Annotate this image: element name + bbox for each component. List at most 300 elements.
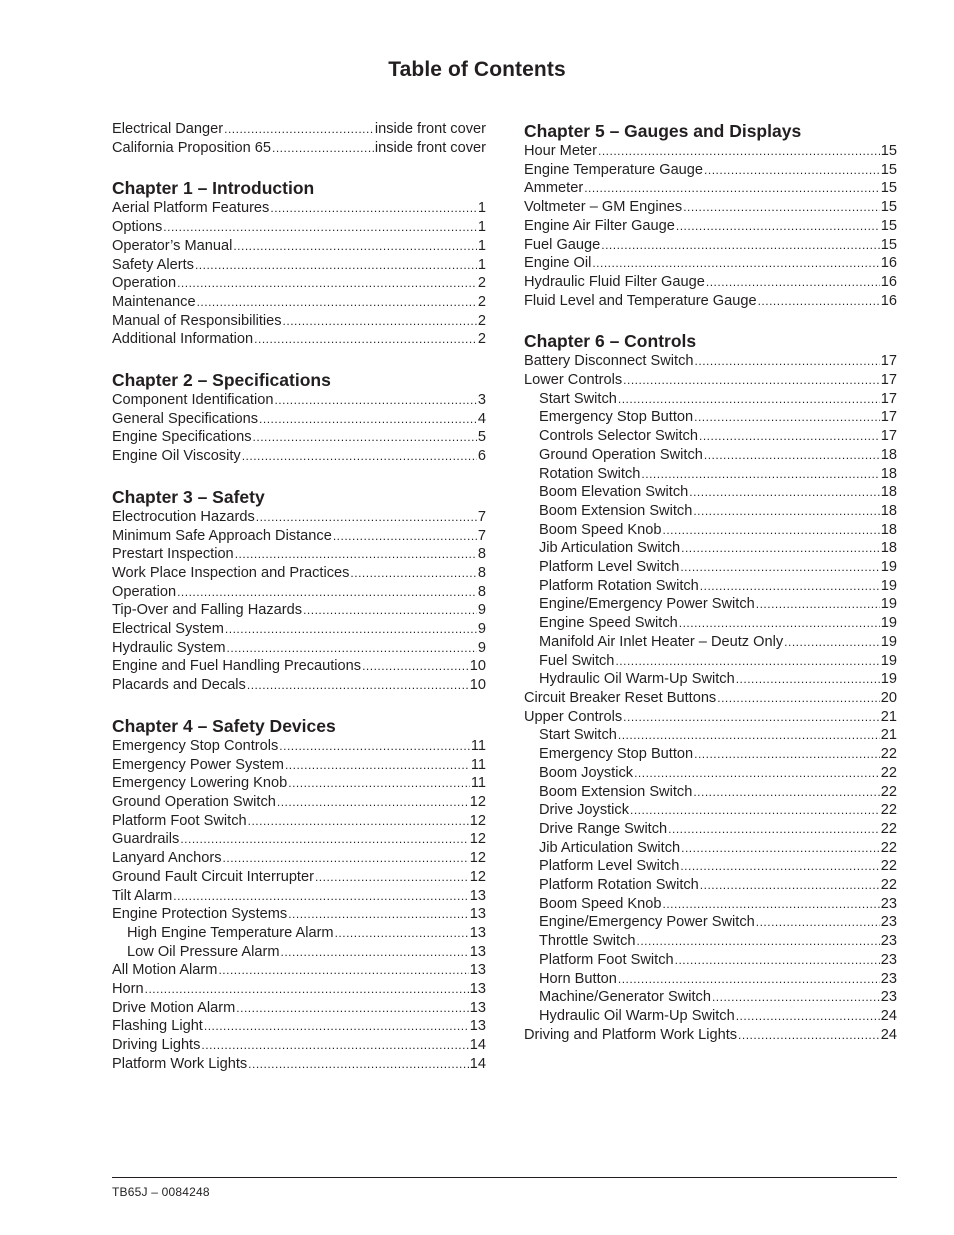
dot-leader [681, 839, 880, 858]
toc-page-number: 23 [880, 914, 897, 931]
dot-leader [233, 237, 477, 256]
toc-page-number: 12 [469, 812, 486, 829]
toc-page-number: 2 [477, 312, 486, 329]
toc-entry-work-place-inspection-and-practices[interactable] [112, 564, 486, 583]
dot-leader [288, 774, 470, 793]
toc-page-number: 1 [477, 200, 486, 217]
toc-entry-operation[interactable] [112, 274, 486, 293]
toc-entry-title: Additional Information [112, 331, 254, 348]
chapter-heading: Chapter 4 – Safety Devices [112, 715, 336, 736]
toc-entry-hydraulic-oil-warm-up-switch[interactable] [524, 670, 897, 689]
toc-entry-tip-over-and-falling-hazards[interactable] [112, 601, 486, 620]
toc-page-number: 12 [469, 831, 486, 848]
toc-page-number: 8 [477, 583, 486, 600]
dot-leader [195, 256, 477, 275]
toc-entry-title: Boom Joystick [539, 764, 634, 781]
dot-leader [668, 820, 880, 839]
toc-entry-boom-joystick[interactable] [524, 764, 897, 783]
dot-leader [601, 236, 880, 255]
toc-entry-title: Drive Motion Alarm [112, 999, 236, 1016]
dot-leader [236, 999, 468, 1018]
toc-entry-title: Hydraulic Oil Warm-Up Switch [539, 1007, 735, 1024]
toc-entry-voltmeter-gm-engines[interactable] [524, 198, 897, 217]
toc-page-number: 2 [477, 293, 486, 310]
toc-entry-driving-lights[interactable] [112, 1036, 486, 1055]
toc-entry-title: Lower Controls [524, 372, 623, 389]
toc-entry-title: Emergency Lowering Knob [112, 775, 288, 792]
dot-leader [695, 352, 880, 371]
toc-page-number: 1 [477, 237, 486, 254]
toc-page-number: 10 [469, 658, 486, 675]
dot-leader [756, 595, 880, 614]
toc-entry-title: Emergency Stop Controls [112, 737, 279, 754]
dot-leader [235, 545, 477, 564]
toc-entry-engine-speed-switch[interactable] [524, 614, 897, 633]
dot-leader [756, 913, 880, 932]
toc-entry-title: Horn Button [539, 970, 617, 987]
toc-entry-tilt-alarm[interactable] [112, 887, 486, 906]
dot-leader [681, 539, 880, 558]
dot-leader [663, 895, 880, 914]
toc-page-number: 11 [470, 737, 486, 754]
toc-page-number: 15 [880, 143, 897, 159]
toc-entry-platform-level-switch[interactable] [524, 558, 897, 577]
toc-entry-title: Engine Air Filter Gauge [524, 217, 675, 234]
toc-page-number: 23 [880, 951, 897, 968]
toc-entry-title: Placards and Decals [112, 677, 246, 694]
toc-entry-title: Hydraulic System [112, 639, 226, 656]
toc-entry-title: Hydraulic Fluid Filter Gauge [524, 273, 705, 290]
toc-entry-emergency-stop-button[interactable] [524, 745, 897, 764]
toc-entry-component-identification[interactable] [112, 391, 486, 410]
toc-page-number: 8 [477, 546, 486, 563]
dot-leader [623, 708, 880, 727]
toc-entry-title: Operation [112, 583, 177, 600]
toc-entry-title: Platform Work Lights [112, 1055, 248, 1072]
toc-entry-all-motion-alarm[interactable] [112, 961, 486, 980]
toc-entry-drive-motion-alarm[interactable] [112, 999, 486, 1018]
toc-entry-prestart-inspection[interactable] [112, 545, 486, 564]
toc-entry-jib-articulation-switch[interactable] [524, 839, 897, 858]
toc-entry-title: Engine Temperature Gauge [524, 161, 704, 178]
toc-entry-engine-specifications[interactable] [112, 428, 486, 447]
toc-entry-title: Fuel Switch [539, 652, 615, 669]
toc-entry-boom-extension-switch[interactable] [524, 502, 897, 521]
toc-entry-hour-meter[interactable] [524, 142, 897, 161]
toc-page-number: 9 [477, 639, 486, 656]
toc-entry-additional-information[interactable] [112, 330, 486, 349]
toc-page-number: 13 [469, 924, 486, 941]
toc-page-number: 21 [880, 727, 897, 744]
toc-page-number: 15 [880, 161, 897, 178]
toc-entry-title: Emergency Stop Button [539, 746, 694, 763]
toc-entry-boom-extension-switch[interactable] [524, 783, 897, 802]
toc-page-number: 22 [880, 746, 897, 763]
dot-leader [680, 857, 879, 876]
dot-leader [163, 218, 477, 237]
dot-leader [218, 961, 468, 980]
toc-entry-title: Operation [112, 275, 177, 292]
toc-page-number: 19 [880, 652, 897, 669]
toc-entry-hydraulic-system[interactable] [112, 639, 486, 658]
toc-entry-title: General Specifications [112, 410, 259, 427]
toc-page-number: 16 [880, 292, 897, 309]
dot-leader [248, 1055, 469, 1074]
dot-leader [285, 756, 470, 775]
dot-leader [254, 330, 477, 349]
toc-entry-battery-disconnect-switch[interactable] [524, 352, 897, 371]
toc-entry-throttle-switch[interactable] [524, 932, 897, 951]
chapter-heading: Chapter 6 – Controls [524, 331, 697, 352]
toc-entry-title: Fluid Level and Temperature Gauge [524, 292, 757, 309]
toc-entry-title: Rotation Switch [539, 465, 641, 482]
toc-entry-title: Low Oil Pressure Alarm [127, 943, 280, 960]
toc-entry-title: Work Place Inspection and Practices [112, 564, 350, 581]
toc-page-number: 9 [477, 602, 486, 619]
dot-leader [663, 521, 880, 540]
toc-section [112, 487, 486, 695]
toc-page-number: 13 [469, 962, 486, 979]
toc-entry-title: Options [112, 219, 163, 236]
toc-entry-engine-oil[interactable] [524, 254, 897, 273]
toc-page-number: 3 [477, 392, 486, 409]
dot-leader [592, 254, 879, 273]
toc-section [112, 120, 486, 157]
toc-entry-title: Drive Range Switch [539, 820, 668, 837]
dot-leader [283, 312, 477, 331]
toc-section [112, 178, 486, 349]
toc-entry-boom-elevation-switch[interactable] [524, 483, 897, 502]
toc-entry-title: Emergency Stop Button [539, 409, 694, 426]
toc-entry-placards-and-decals[interactable] [112, 676, 486, 695]
dot-leader [315, 868, 469, 887]
toc-entry-operator-s-manual[interactable] [112, 237, 486, 256]
toc-entry-ammeter[interactable] [524, 179, 897, 198]
toc-entry-title: Voltmeter – GM Engines [524, 199, 683, 216]
toc-entry-driving-and-platform-work-lights[interactable] [524, 1026, 897, 1045]
dot-leader [704, 161, 880, 180]
toc-entry-title: Engine Oil Viscosity [112, 448, 241, 465]
toc-entry-flashing-light[interactable] [112, 1017, 486, 1036]
toc-section [524, 331, 897, 1044]
toc-entry-title: Boom Extension Switch [539, 502, 693, 519]
dot-leader [303, 601, 477, 620]
dot-leader [598, 142, 880, 161]
toc-entry-boom-speed-knob[interactable] [524, 521, 897, 540]
toc-page-number: 19 [880, 671, 897, 688]
page-title: Table of Contents [388, 58, 566, 81]
toc-entry-options[interactable] [112, 218, 486, 237]
toc-entry-platform-rotation-switch[interactable] [524, 876, 897, 895]
toc-entry-emergency-stop-controls[interactable] [112, 737, 486, 756]
toc-entry-boom-speed-knob[interactable] [524, 895, 897, 914]
toc-page-number: 15 [880, 236, 897, 253]
toc-page-number: 20 [880, 689, 897, 706]
toc-entry-lanyard-anchors[interactable] [112, 849, 486, 868]
dot-leader [145, 980, 469, 999]
toc-entry-fuel-switch[interactable] [524, 652, 897, 671]
toc-entry-title: Hour Meter [524, 143, 597, 159]
dot-leader [259, 410, 477, 429]
dot-leader [784, 633, 880, 652]
toc-entry-title: Electrocution Hazards [112, 508, 255, 525]
dot-leader [274, 391, 476, 410]
toc-page-number: 10 [469, 677, 486, 694]
toc-entry-title: Start Switch [539, 390, 617, 407]
toc-entry-title: Tilt Alarm [112, 887, 173, 904]
toc-left-column [112, 120, 486, 1095]
toc-entry-engine-air-filter-gauge[interactable] [524, 217, 897, 236]
dot-leader [689, 483, 880, 502]
dot-leader [280, 943, 468, 962]
dot-leader [693, 783, 879, 802]
toc-entry-electrical-danger[interactable] [112, 120, 486, 139]
toc-entry-emergency-power-system[interactable] [112, 756, 486, 775]
toc-page-number: 15 [880, 199, 897, 216]
toc-entry-platform-work-lights[interactable] [112, 1055, 486, 1074]
dot-leader [272, 139, 374, 158]
toc-page-number: 19 [880, 596, 897, 613]
toc-page-number: 22 [880, 764, 897, 781]
toc-entry-horn[interactable] [112, 980, 486, 999]
toc-entry-title: Boom Speed Knob [539, 895, 662, 912]
toc-entry-title: Drive Joystick [539, 802, 630, 819]
toc-entry-title: Engine/Emergency Power Switch [539, 596, 755, 613]
toc-entry-title: Platform Level Switch [539, 858, 680, 875]
toc-entry-title: Manifold Air Inlet Heater – Deutz Only [539, 633, 784, 650]
dot-leader [676, 217, 880, 236]
toc-entry-electrical-system[interactable] [112, 620, 486, 639]
toc-section [524, 121, 897, 310]
toc-entry-ground-operation-switch[interactable] [112, 793, 486, 812]
toc-page-number: 22 [880, 820, 897, 837]
toc-entry-title: Boom Speed Knob [539, 521, 662, 538]
dot-leader [634, 764, 880, 783]
dot-leader [204, 1017, 469, 1036]
toc-page-number: 14 [469, 1037, 486, 1054]
toc-page-number: 15 [880, 180, 897, 197]
toc-entry-electrocution-hazards[interactable] [112, 508, 486, 527]
toc-page-number: 17 [880, 390, 897, 407]
dot-leader [693, 502, 879, 521]
toc-entry-title: Platform Rotation Switch [539, 877, 699, 894]
dot-leader [584, 179, 880, 198]
toc-entry-guardrails[interactable] [112, 830, 486, 849]
dot-leader [623, 371, 880, 390]
chapter-heading: Chapter 3 – Safety [112, 486, 265, 507]
toc-entry-title: All Motion Alarm [112, 962, 218, 979]
toc-page-number: 14 [469, 1055, 486, 1072]
toc-entry-engine-emergency-power-switch[interactable] [524, 595, 897, 614]
toc-page-number: 13 [469, 1018, 486, 1035]
toc-entry-controls-selector-switch[interactable] [524, 427, 897, 446]
toc-page-number: 13 [469, 981, 486, 998]
toc-entry-title: Fuel Gauge [524, 236, 601, 253]
toc-entry-manifold-air-inlet-heater-deutz-only[interactable] [524, 633, 897, 652]
toc-entry-title: Machine/Generator Switch [539, 989, 711, 1006]
toc-page-number: 4 [477, 410, 486, 427]
toc-page-number: 1 [477, 219, 486, 236]
dot-leader [736, 670, 880, 689]
toc-entry-fuel-gauge[interactable] [524, 236, 897, 255]
dot-leader [637, 932, 880, 951]
toc-entry-title: Driving Lights [112, 1037, 201, 1054]
toc-entry-title: Boom Extension Switch [539, 783, 693, 800]
dot-leader [736, 1007, 880, 1026]
toc-entry-horn-button[interactable] [524, 970, 897, 989]
toc-entry-title: Prestart Inspection [112, 546, 234, 563]
dot-leader [706, 273, 880, 292]
toc-page-number: 19 [880, 633, 897, 650]
toc-entry-rotation-switch[interactable] [524, 465, 897, 484]
toc-entry-hydraulic-fluid-filter-gauge[interactable] [524, 273, 897, 292]
dot-leader [177, 274, 477, 293]
toc-page-number: 2 [477, 275, 486, 292]
toc-page-number: 23 [880, 933, 897, 950]
toc-entry-start-switch[interactable] [524, 390, 897, 409]
toc-entry-ground-fault-circuit-interrupter[interactable] [112, 868, 486, 887]
toc-entry-high-engine-temperature-alarm[interactable] [112, 924, 486, 943]
toc-page-number: 16 [880, 273, 897, 290]
toc-page-number: 17 [880, 428, 897, 445]
toc-entry-title: Platform Foot Switch [112, 812, 247, 829]
dot-leader [227, 639, 477, 658]
toc-page-number: 18 [880, 446, 897, 463]
toc-page-number: 19 [880, 559, 897, 576]
toc-entry-title: Electrical System [112, 621, 224, 638]
toc-entry-circuit-breaker-reset-buttons[interactable] [524, 689, 897, 708]
dot-leader [712, 988, 880, 1007]
toc-entry-title: Ground Fault Circuit Interrupter [112, 868, 314, 885]
toc-entry-operation[interactable] [112, 583, 486, 602]
toc-entry-engine-emergency-power-switch[interactable] [524, 913, 897, 932]
toc-entry-engine-protection-systems[interactable] [112, 905, 486, 924]
dot-leader [333, 527, 477, 546]
toc-entry-title: Ammeter [524, 180, 584, 197]
dot-leader [335, 924, 469, 943]
toc-entry-engine-oil-viscosity[interactable] [112, 447, 486, 466]
toc-page-number: 11 [470, 756, 486, 773]
toc-page-number: 18 [880, 502, 897, 519]
toc-section [112, 370, 486, 466]
toc-page-number: 12 [469, 850, 486, 867]
toc-page-number: 22 [880, 802, 897, 819]
toc-entry-title: Electrical Danger [112, 121, 224, 137]
toc-page-number: 22 [880, 783, 897, 800]
toc-page-number: 22 [880, 839, 897, 856]
toc-page-number: 12 [469, 868, 486, 885]
toc-entry-upper-controls[interactable] [524, 708, 897, 727]
chapter-heading: Chapter 5 – Gauges and Displays [524, 121, 802, 141]
toc-page-number: 13 [469, 999, 486, 1016]
toc-entry-platform-foot-switch[interactable] [524, 951, 897, 970]
dot-leader [630, 801, 880, 820]
toc-entry-engine-temperature-gauge[interactable] [524, 161, 897, 180]
chapter-heading: Chapter 2 – Specifications [112, 370, 331, 391]
toc-page-number: 18 [880, 521, 897, 538]
dot-leader [177, 583, 477, 602]
toc-page-number: 18 [880, 484, 897, 501]
dot-leader [362, 657, 469, 676]
dot-leader [247, 676, 469, 695]
toc-entry-engine-and-fuel-handling-precautions[interactable] [112, 657, 486, 676]
toc-page-number: 7 [477, 527, 486, 544]
toc-entry-drive-joystick[interactable] [524, 801, 897, 820]
dot-leader [738, 1026, 880, 1045]
toc-page-number: 23 [880, 970, 897, 987]
dot-leader [173, 887, 468, 906]
dot-leader [242, 447, 477, 466]
dot-leader [223, 849, 469, 868]
toc-entry-title: High Engine Temperature Alarm [127, 924, 334, 941]
toc-entry-california-proposition-65[interactable] [112, 139, 486, 158]
dot-leader [694, 745, 880, 764]
toc-entry-title: Throttle Switch [539, 933, 636, 950]
toc-entry-platform-foot-switch[interactable] [112, 812, 486, 831]
dot-leader [180, 830, 468, 849]
toc-entry-jib-articulation-switch[interactable] [524, 539, 897, 558]
toc-page-number: 13 [469, 943, 486, 960]
toc-entry-title: Platform Foot Switch [539, 951, 674, 968]
toc-page-number: 13 [469, 906, 486, 923]
toc-entry-emergency-stop-button[interactable] [524, 408, 897, 427]
toc-entry-fluid-level-and-temperature-gauge[interactable] [524, 292, 897, 311]
toc-entry-safety-alerts[interactable] [112, 256, 486, 275]
toc-page-number: 17 [880, 353, 897, 370]
toc-entry-emergency-lowering-knob[interactable] [112, 774, 486, 793]
toc-entry-manual-of-responsibilities[interactable] [112, 312, 486, 331]
toc-page-number: 15 [880, 217, 897, 234]
toc-entry-title: Emergency Power System [112, 756, 284, 773]
toc-page-number: 24 [880, 1007, 897, 1024]
toc-entry-title: Engine and Fuel Handling Precautions [112, 658, 362, 675]
toc-entry-title: Lanyard Anchors [112, 850, 222, 867]
toc-entry-ground-operation-switch[interactable] [524, 446, 897, 465]
toc-entry-lower-controls[interactable] [524, 371, 897, 390]
document-id: TB65J – 0084248 [112, 1185, 210, 1199]
toc-entry-machine-generator-switch[interactable] [524, 988, 897, 1007]
toc-entry-start-switch[interactable] [524, 726, 897, 745]
toc-page-number: 9 [477, 621, 486, 638]
toc-entry-general-specifications[interactable] [112, 410, 486, 429]
toc-entry-title: Minimum Safe Approach Distance [112, 527, 332, 544]
toc-entry-title: Engine Specifications [112, 429, 252, 446]
toc-entry-title: Ground Operation Switch [112, 793, 276, 810]
toc-page-number: 8 [477, 564, 486, 581]
toc-entry-drive-range-switch[interactable] [524, 820, 897, 839]
toc-entry-title: Manual of Responsibilities [112, 312, 282, 329]
dot-leader [680, 558, 879, 577]
toc-page-number: 19 [880, 615, 897, 632]
footer-rule [112, 1177, 897, 1178]
toc-entry-hydraulic-oil-warm-up-switch[interactable] [524, 1007, 897, 1026]
toc-entry-maintenance[interactable] [112, 293, 486, 312]
toc-entry-title: Battery Disconnect Switch [524, 353, 694, 370]
toc-entry-title: Jib Articulation Switch [539, 540, 681, 557]
toc-entry-title: Engine/Emergency Power Switch [539, 914, 755, 931]
toc-entry-title: Safety Alerts [112, 256, 194, 273]
toc-entry-low-oil-pressure-alarm[interactable] [112, 943, 486, 962]
toc-page-number: 5 [477, 429, 486, 446]
toc-entry-platform-level-switch[interactable] [524, 857, 897, 876]
toc-entry-platform-rotation-switch[interactable] [524, 577, 897, 596]
chapter-heading: Chapter 1 – Introduction [112, 178, 315, 199]
toc-entry-aerial-platform-features[interactable] [112, 199, 486, 218]
toc-entry-title: Maintenance [112, 293, 196, 310]
dot-leader [248, 812, 469, 831]
toc-right-column [524, 120, 897, 1065]
toc-entry-minimum-safe-approach-distance[interactable] [112, 527, 486, 546]
